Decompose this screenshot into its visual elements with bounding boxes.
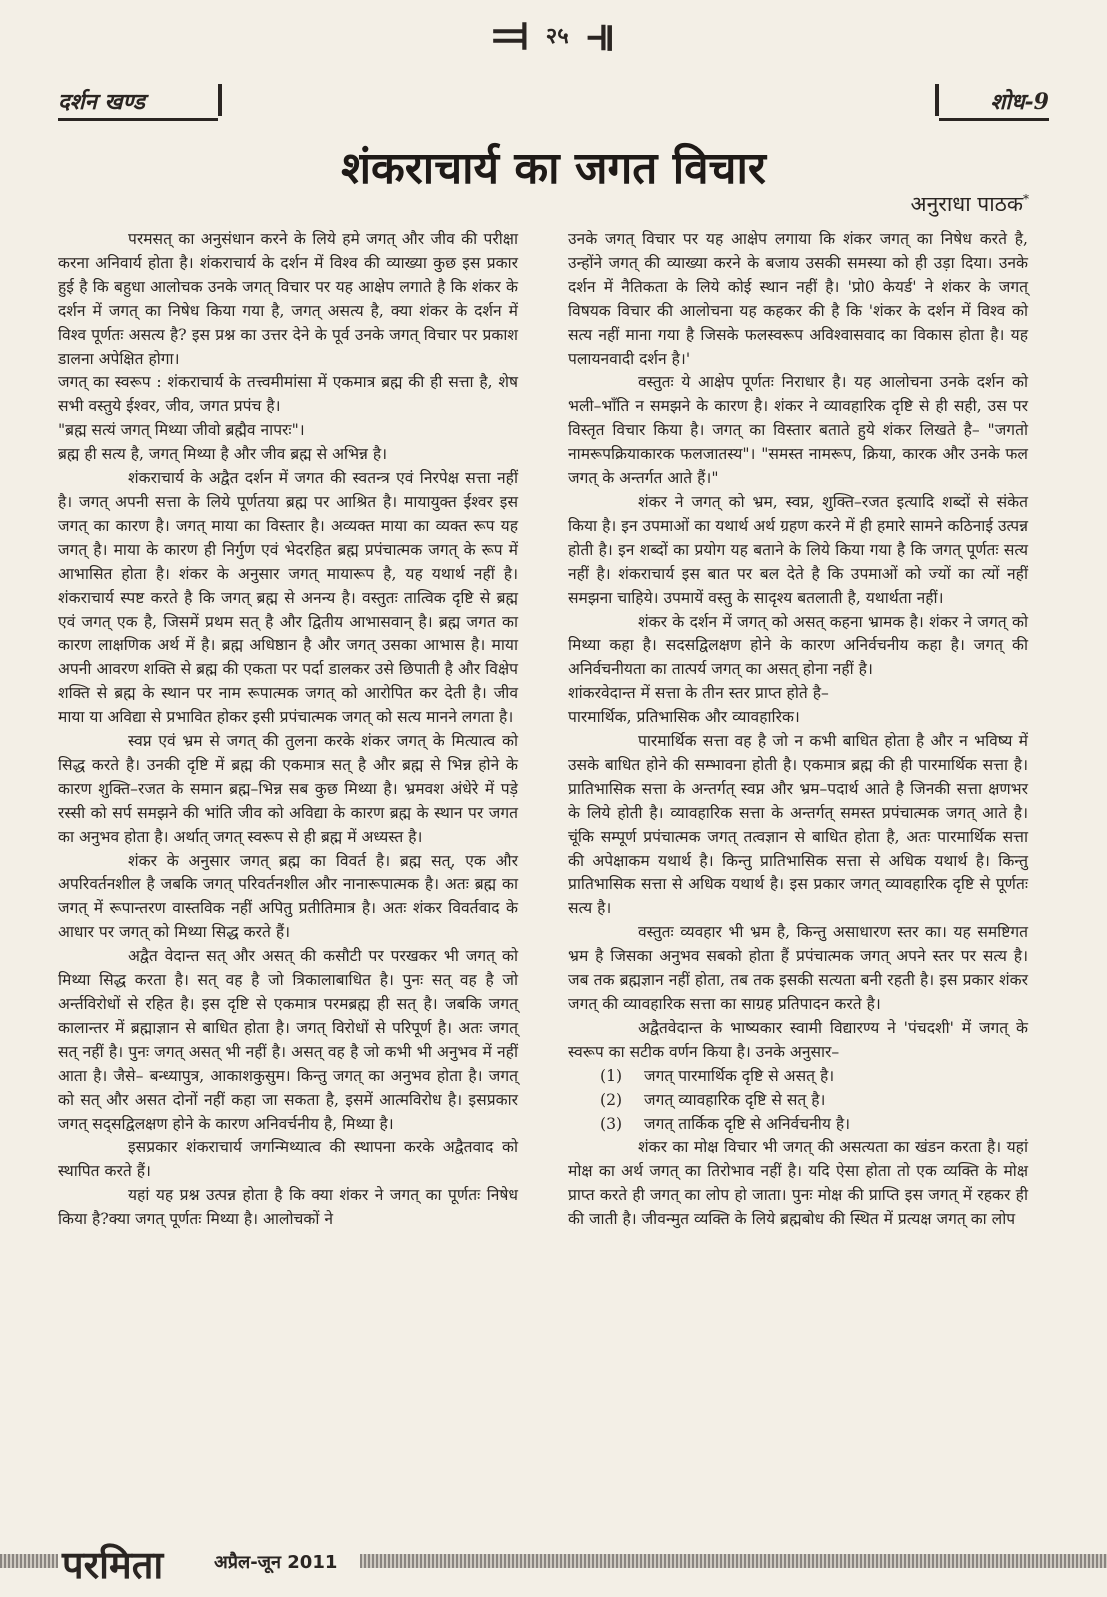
- paragraph: अद्वैतवेदान्त के भाष्यकार स्वामी विद्यारण्य ने 'पंचदशी' में जगत् के स्वरूप का सटीक वर्णन किया है। उनके अनुसार–: [568, 1018, 1028, 1061]
- ornament-left-icon: ⫤: [492, 6, 529, 62]
- paragraph: इसप्रकार शंकराचार्य जगन्मिथ्यात्व की स्थापना करके अद्वैतवाद को स्थापित करते हैं।: [58, 1138, 518, 1181]
- paragraph: शंकर का मोक्ष विचार भी जगत् की असत्यता का खंडन करता है। यहां मोक्ष का अर्थ जगत् का तिरोभाव नहीं है। यदि ऐसा होता तो एक व्यक्ति के मोक्ष प्राप्त करते ही जगत् का लोप हो जाता। पुनः मोक्ष की प्राप्ति इस जगत् में रहकर ही की जाती है। जीवन्मुत व्यक्ति के लिये ब्रह्मबोध की स्थित में प्रत्यक्ष जगत् का लोप: [568, 1138, 1028, 1229]
- paragraph: वस्तुतः व्यवहार भी भ्रम है, किन्तु असाधारण स्तर का। यह समष्टिगत भ्रम है जिसका अनुभव सबको होता हैं प्रपंचात्मक जगत् अपने स्तर पर सत्य है। जब तक ब्रह्मज्ञान नहीं होता, तब तक इसकी सत्यता बनी रहती है। इस प्रकार शंकर जगत् की व्यावहारिक सत्ता का साग्रह प्रतिपादन करते है।: [568, 923, 1028, 1013]
- paragraph: स्वप्न एवं भ्रम से जगत् की तुलना करके शंकर जगत् के मित्यात्व को सिद्ध करते है। उनकी दृष्टि में ब्रह्म की एकमात्र सत् है और ब्रह्म से भिन्न होने के कारण शुक्ति–रजत के समान ब्रह्म–भिन्न सब कुछ मिथ्या है। भ्रमवश अंधेरे में पड़े रस्सी को सर्प समझने की भांति जीव को अविद्या के कारण ब्रह्म के स्थान पर जगत का अनुभव होता है। अर्थात् जगत् स्वरूप से ही ब्रह्म में अध्यस्त है।: [58, 732, 518, 846]
- paragraph: पारमार्थिक सत्ता वह है जो न कभी बाधित होता है और न भविष्य में उसके बाधित होने की सम्भावना होती है। एकमात्र ब्रह्म की ही पारमार्थिक सत्ता है। प्रातिभासिक सत्ता के अन्तर्गत् स्वप्न और भ्रम–पदार्थ आते है जिनकी सत्ता क्षणभर के लिये होती है। व्यावहारिक सत्ता के अन्तर्गत् समस्त प्रपंचात्मक जगत् आते है। चूंकि सम्पूर्ण प्रपंचात्मक जगत् तत्वज्ञान से बाधित होता है, अतः पारमार्थिक सत्ता की अपेक्षाकम यथार्थ है। किन्तु प्रातिभासिक सत्ता से अधिक यथार्थ है। किन्तु प्रातिभासिक सत्ता से अधिक यथार्थ है। इस प्रकार जगत् व्यावहारिक दृष्टि से पूर्णतः सत्य है।: [568, 732, 1028, 918]
- paragraph: परमसत् का अनुसंधान करने के लिये हमे जगत् और जीव की परीक्षा करना अनिवार्य होता है। शंकराचार्य के दर्शन में विश्व की व्याख्या कुछ इस प्रकार हुई है कि बहुधा आलोचक उनके जगत् विचार पर यह आक्षेप लगाते है कि शंकर के दर्शन में जगत् का निषेध किया गया है, जगत् असत्य है, क्या शंकर के दर्शन में विश्व पूर्णतः असत्य है? इस प्रश्न का उत्तर देने के पूर्व उनके जगत् विचार पर प्रकाश डालना अपेक्षित होगा।: [58, 230, 518, 368]
- page-number: [0, 6, 1107, 63]
- paragraph: ब्रह्म ही सत्य है, जगत् मिथ्या है और जीव ब्रह्म से अभिन्न है।: [58, 445, 388, 464]
- paragraph: अद्वैत वेदान्त सत् और असत् की कसौटी पर परखकर भी जगत् को मिथ्या सिद्ध करता है। सत् वह है जो त्रिकालाबाधित है। पुनः सत् वह है जो अर्न्तविरोधों से रहित है। इस दृष्टि से एकमात्र परमब्रह्म ही सत् है। जबकि जगत् कालान्तर में ब्रह्माज्ञान से बाधित होता है। जगत् विरोधों से परिपूर्ण है। अतः जगत् सत् नहीं है। पुनः जगत् असत् भी नहीं है। असत् वह है जो कभी भी अनुभव में नहीं आता है। जैसे– बन्ध्यापुत्र, आकाशकुसुम। किन्तु जगत् का अनुभव होता है। जगत् को सत् और असत दोनों नहीं कहा जा सकता है, इसमें आत्मविरोध है। इसप्रकार जगत् सद्सद्विलक्षण होने के कारण अनिवर्चनीय है, मिथ्या है।: [58, 947, 518, 1133]
- left-column: [58, 228, 518, 1232]
- list-number: (2): [600, 1090, 623, 1109]
- list-item: [600, 1113, 1028, 1137]
- paragraph: शांकरवेदान्त में सत्ता के तीन स्तर प्राप्त होते है–: [568, 684, 829, 703]
- footer-rule: [360, 1554, 1107, 1568]
- paragraph: यहां यह प्रश्न उत्पन्न होता है कि क्या शंकर ने जगत् का पूर्णतः निषेध किया है?क्या जगत् पूर्णतः मिथ्या है। आलोचकों ने: [58, 1186, 518, 1229]
- ornament-right-icon: ⫣: [585, 6, 615, 62]
- quote-line: "ब्रह्म सत्यं जगत् मिथ्या जीवो ब्रह्मैव नापरः"।: [58, 421, 305, 440]
- paragraph: शंकर ने जगत् को भ्रम, स्वप्न, शुक्ति–रजत इत्यादि शब्दों से संकेत किया है। इन उपमाओं का यथार्थ अर्थ ग्रहण करने में ही हमारे सामने कठिनाई उत्पन्न होती है। इन शब्दों का प्रयोग यह बताने के लिये किया गया है कि जगत् पूर्णतः सत्य नहीं है। शंकराचार्य इस बात पर बल देते है कि उपमाओं को ज्यों का त्यों नहीं समझना चाहिये। उपमायें वस्तु के सादृश्य बतलाती है, यथार्थता नहीं।: [568, 492, 1028, 607]
- page-footer: [0, 1538, 1107, 1588]
- article-title: शंकराचार्य का जगत विचार: [341, 143, 766, 194]
- list-text: जगत् तार्किक दृष्टि से अनिर्वचनीय है।: [644, 1114, 851, 1133]
- paragraph: पारमार्थिक, प्रतिभासिक और व्यावहारिक।: [568, 708, 800, 727]
- issue-date: अप्रैल-जून 2011: [214, 1552, 338, 1573]
- right-column: [568, 228, 1028, 1232]
- author-footnote-mark: *: [1023, 192, 1029, 206]
- paragraph: शंकराचार्य के अद्वैत दर्शन में जगत की स्वतन्त्र एवं निरपेक्ष सत्ता नहीं है। जगत् अपनी सत्ता के लिये पूर्णतया ब्रह्म पर आश्रित है। मायायुक्त ईश्वर इस जगत् का कारण है। जगत् माया का विस्तार है। अव्यक्त माया का व्यक्त रूप यह जगत् है। माया के कारण ही निर्गुण एवं भेदरहित ब्रह्म प्रपंचात्मक जगत् के रूप में आभासित होता है। शंकर के अनुसार जगत् मायारूप है, यह यथार्थ नहीं है। शंकराचार्य स्पष्ट करते है कि जगत् ब्रह्म से अनन्य है। वस्तुतः तात्विक दृष्टि से ब्रह्म एवं जगत् एक है, जिसमें प्रथम सत् है और द्वितीय आभासवान् है। ब्रह्म जगत का कारण लाक्षणिक अर्थ में है। ब्रह्म अधिष्ठान है और जगत् उसका आभास है। माया अपनी आवरण शक्ति से ब्रह्म की एकता पर पर्दा डालकर उसे छिपाती है और विक्षेप शक्ति से ब्रह्म के स्थान पर नाम रूपात्मक जगत् को आरोपित कर देती है। जीव माया या अविद्या से प्रभावित होकर इसी प्रपंचात्मक जगत् को सत्य मानने लगता है।: [58, 469, 518, 727]
- paragraph: शंकर के अनुसार जगत् ब्रह्म का विवर्त है। ब्रह्म सत्, एक और अपरिवर्तनशील है जबकि जगत् परिवर्तनशील और नानारूपात्मक है। अतः ब्रह्म का जगत् में रूपान्तरण वास्तविक नहीं अपितु प्रतीतिमात्र है। अतः शंकर विवर्तवाद के आधार पर जगत् को मिथ्या सिद्ध करते हैं।: [58, 851, 518, 942]
- article-series-label: शोध-9: [939, 86, 1049, 121]
- paragraph: शंकर के दर्शन में जगत् को असत् कहना भ्रामक है। शंकर ने जगत् को मिथ्या कहा है। सदसद्विलक्षण होने के कारण अनिर्वचनीय कहा है। जगत् की अनिर्वचनीयता का तात्पर्य जगत् का असत् होना नहीं है।: [568, 612, 1028, 679]
- author-name: [911, 190, 1029, 218]
- list-item: [600, 1089, 1028, 1113]
- list-number: (1): [600, 1066, 623, 1085]
- numbered-list: [600, 1065, 1028, 1137]
- list-item: [600, 1065, 1028, 1089]
- list-number: (3): [600, 1114, 623, 1133]
- paragraph: वस्तुतः ये आक्षेप पूर्णतः निराधार है। यह आलोचना उनके दर्शन को भली–भाँति न समझने के कारण है। शंकर ने व्यावहारिक दृष्टि से ही सही, उस पर विस्तृत विचार किया है। जगत् का विस्तार बताते हुये शंकर लिखते है– "जगतो नामरूपक्रियाकारक फलजातस्य"। "समस्त नामरूप, क्रिया, कारक और उनके फल जगत् के अन्तर्गत आते हैं।": [568, 373, 1028, 488]
- paragraph: उनके जगत् विचार पर यह आक्षेप लगाया कि शंकर जगत् का निषेध करते है, उन्होंने जगत् की व्याख्या करने के बजाय उसकी समस्या को ही उड़ा दिया। उनके दर्शन में नैतिकता के लिये कोई स्थान नहीं है। 'प्रो0 केयर्ड' ने शंकर के जगत् विषयक विचार की आलोचना यह कहकर की है कि 'शंकर के दर्शन में विश्व को सत्य नहीं माना गया है जिसके फलस्वरूप अविश्वासवाद का विकास होता है। यह पलायनवादी दर्शन है।': [568, 230, 1028, 368]
- list-text: जगत् व्यावहारिक दृष्टि से सत् है।: [644, 1090, 826, 1109]
- list-text: जगत् पारमार्थिक दृष्टि से असत् है।: [644, 1066, 835, 1085]
- page-number-text: २५: [545, 22, 569, 49]
- author-name-text: अनुराधा पाठक: [910, 192, 1023, 216]
- section-label: दर्शन खण्ड: [58, 86, 218, 121]
- magazine-name: परमिता: [62, 1543, 164, 1587]
- footer-rule: [0, 1554, 58, 1568]
- paragraph: जगत् का स्वरूप : शंकराचार्य के तत्त्वमीमांसा में एकमात्र ब्रह्म की ही सत्ता है, शेष सभी वस्तुये ईश्वर, जीव, जगत प्रपंच है।: [58, 373, 518, 416]
